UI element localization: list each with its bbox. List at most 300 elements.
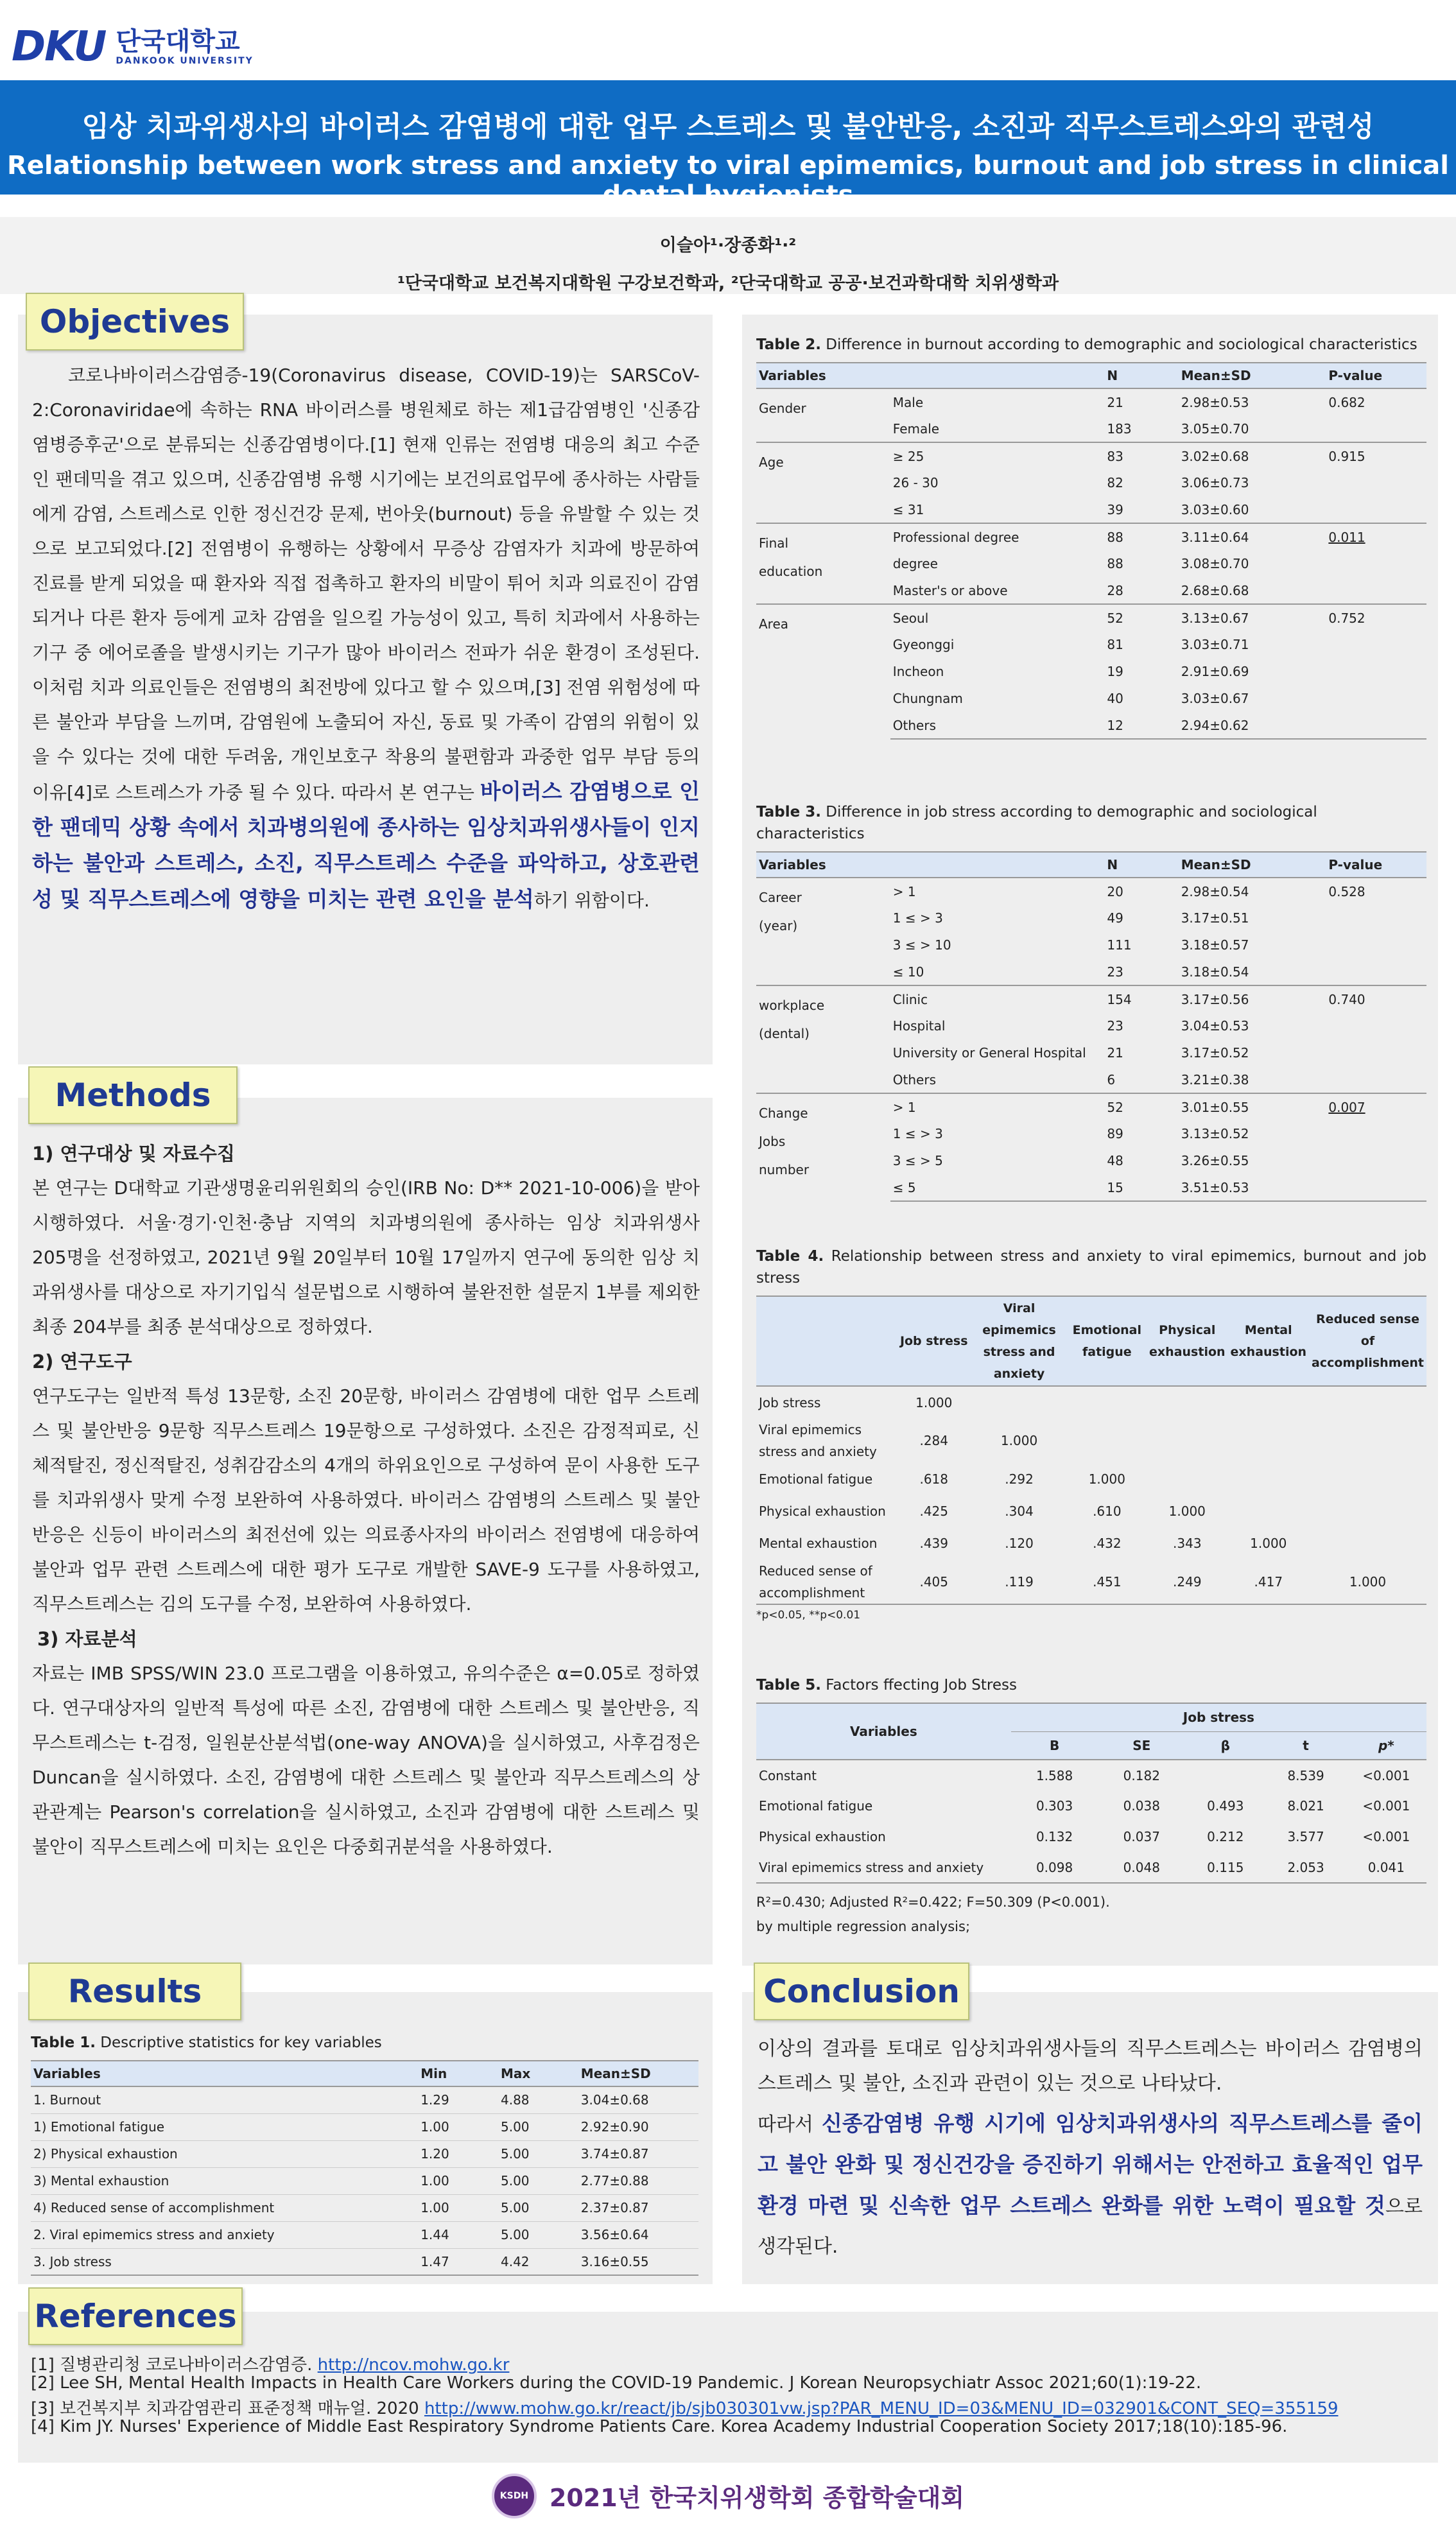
table-cell: 48 <box>1107 1153 1123 1168</box>
table-cell: 28 <box>1107 582 1123 598</box>
table-cell: Others <box>890 712 1098 739</box>
table4-note: *p<0.05, **p<0.01 <box>756 1609 861 1622</box>
t2-header: P-value <box>1326 363 1426 388</box>
table-cell <box>1228 1463 1310 1495</box>
table-cell <box>1147 1463 1228 1495</box>
table-cell: 3.13±0.52 <box>1181 1126 1249 1141</box>
table-cell: 3.21±0.38 <box>1181 1071 1249 1088</box>
table-cell: 88 <box>1107 556 1123 571</box>
table-cell: Reduced sense of accomplishment <box>756 1559 897 1604</box>
table2-caption: Difference in burnout according to demographic and sociological characteristics <box>826 336 1417 353</box>
table-cell <box>1326 415 1426 442</box>
table4-header: Viral epimemics stress and anxiety <box>971 1296 1067 1386</box>
table-cell: 1.000 <box>1309 1559 1426 1604</box>
title-kr: 임상 치과위생사의 바이러스 감염병에 대한 업무 스트레스 및 불안반응, 소진과 직무스트레스와의 관련성 <box>82 110 1374 143</box>
table-cell: 2.98±0.53 <box>1179 388 1326 415</box>
table-cell: Male <box>890 388 1098 415</box>
table-cell: 0.041 <box>1346 1852 1426 1883</box>
table-row <box>756 1760 1426 1790</box>
table-cell: <0.001 <box>1362 1829 1410 1844</box>
table-cell <box>1326 1039 1426 1066</box>
table-cell: .439 <box>919 1536 948 1551</box>
reference-4: [4] Kim JY. Nurses' Experience of Middle East Respiratory Syndrome Patients Care. Korea Academy Industrial Cooperation Society 2017;18(10):185-96. <box>31 2417 1288 2436</box>
group-label-line: Area <box>759 616 789 632</box>
society-emblem: KSDH <box>492 2474 537 2518</box>
table-cell: 3.17±0.56 <box>1179 985 1326 1012</box>
table-cell: 89 <box>1107 1126 1123 1141</box>
table-cell: 1.000 <box>897 1386 971 1418</box>
table-cell: Emotional fatigue <box>759 1471 873 1487</box>
objectives-text <box>32 358 700 918</box>
objectives-body: 코로나바이러스감염증-19(Coronavirus disease, COVID-19)는 SARSCoV-2:Coronaviridae에 속하는 RNA 바이러스를 병원체로 하는 제1급감염병인 '신종감염병증후군'으로 분류되는 신종감염병이다.[1] 현재 인류는 전염병 대응의 최고 수준인 팬데믹을 겪고 있으며, 신종감염병 유행 시기에는 보건의료업무에 종사하는 사람들에게 감염, 스트레스로 인한 정신건강 문제, 번아웃(burnout) 등을 유발할 수 있는 것으로 보고되었다.[2] 전염병이 유행하는 상황에서 무증상 감염자가 치과에 방문하여 진료를 받게 되었을 때 환자와 직접 접촉하고 환자의 비말이 튀어 치과 의료진이 감염되거나 다른 환자 등에게 교차 감염을 일으킬 가능성이 있고, 특히 치과에서 사용하는 기구 중 에어로졸을 발생시키는 기구가 많아 바이러스 전파가 쉬운 환경이 조성된다. 이처럼 치과 의료인들은 전염병의 최전방에 있다고 할 수 있으며,[3] 전염 위험성에 따른 불안과 부담을 느끼며, 감염원에 노출되어 자신, 동료 및 가족이 감염의 위험이 있을 수 있다는 것에 대한 두려움, 개인보호구 착용의 불편함과 과중한 업무 부담 등의 이유[4]로 스트레스가 가중 될 수 있다. 따라서 본 연구는 <box>32 365 700 803</box>
table-cell: 3.01±0.55 <box>1179 1093 1326 1120</box>
table1-header: Mean±SD <box>578 2061 698 2086</box>
table1-header: Max <box>498 2061 578 2086</box>
tables-panel <box>742 315 1438 1966</box>
table-cell: 154 <box>1098 985 1178 1012</box>
table-cell: 23 <box>1107 964 1123 980</box>
table-cell: 3.17±0.52 <box>1181 1045 1249 1061</box>
group-label-line: (dental) <box>759 1026 810 1041</box>
table5-header: Job stress <box>1011 1703 1426 1731</box>
footer-title: 2021년 한국치위생학회 종합학술대회 <box>549 2484 965 2512</box>
table-cell: Job stress <box>756 1386 897 1418</box>
table5-header: β <box>1220 1737 1230 1753</box>
table-cell: 0.182 <box>1098 1760 1185 1790</box>
table-cell: 1.00 <box>418 2167 498 2194</box>
table-cell: Clinic <box>890 985 1098 1012</box>
table-cell: 2. Viral epimemics stress and anxiety <box>31 2221 418 2248</box>
table-cell: 1.000 <box>1088 1471 1125 1487</box>
title-en: Relationship between work stress and anxiety to viral epimemics, burnout and job stress in clinical dental hygienists <box>7 151 1449 210</box>
logo-en: DANKOOK UNIVERSITY <box>116 56 254 66</box>
group-label <box>756 985 890 1093</box>
table-cell: Physical exhaustion <box>759 1829 886 1844</box>
table-cell <box>1068 1386 1147 1418</box>
table-cell: .249 <box>1147 1559 1228 1604</box>
table-cell: .618 <box>919 1471 948 1487</box>
author-affiliations: ¹단국대학교 보건복지대학원 구강보건학과, ²단국대학교 공공·보건과학대학 치위생학과 <box>397 273 1059 293</box>
table-cell <box>1326 496 1426 523</box>
table-cell: 21 <box>1098 388 1178 415</box>
table-cell: 1.00 <box>418 2194 498 2221</box>
table-row <box>31 2221 698 2248</box>
group-label-line: Jobs <box>759 1134 786 1149</box>
author-names: 이슬아¹·장종화¹·² <box>659 236 797 256</box>
table-cell: 3.13±0.67 <box>1179 604 1326 631</box>
table-row <box>31 2086 698 2113</box>
table5-header: p* <box>1378 1737 1394 1753</box>
table-cell: 0.682 <box>1326 388 1426 415</box>
table-cell <box>1326 712 1426 739</box>
table-cell: 0.493 <box>1207 1798 1244 1814</box>
conclusion-highlight: 신종감염병 유행 시기에 임상치과위생사의 직무스트레스를 줄이고 불안 완화 및 정신건강을 증진하기 위해서는 안전하고 효율적인 업무 환경 마련 및 신속한 업무 스트레스 완화를 위한 노력이 필요할 것 <box>758 2111 1423 2218</box>
reference-1: [1] 질병관리청 코로나바이러스감염증. http://ncov.mohw.go.kr <box>31 2355 510 2375</box>
table-cell: 0.752 <box>1326 604 1426 631</box>
t2-header <box>890 363 1098 388</box>
table-cell: Chungnam <box>892 691 963 706</box>
table-cell: 1.000 <box>1168 1504 1206 1519</box>
table1 <box>31 2032 698 2276</box>
table-cell <box>1309 1495 1426 1527</box>
table-cell: 0.132 <box>1036 1829 1073 1844</box>
table-cell: 0.037 <box>1123 1829 1160 1844</box>
table-row <box>756 523 1426 550</box>
table-cell <box>1147 1386 1228 1418</box>
table-cell: <0.001 <box>1362 1798 1410 1814</box>
table1-label: Table 1. <box>31 2034 96 2051</box>
table-cell <box>1309 1418 1426 1463</box>
table-cell: 3.11±0.64 <box>1179 523 1326 550</box>
table-cell: Mental exhaustion <box>759 1536 878 1551</box>
table-row <box>756 1852 1426 1883</box>
table-row <box>31 2194 698 2221</box>
t3-header: Mean±SD <box>1179 852 1326 878</box>
table-cell: 3.56±0.64 <box>578 2221 698 2248</box>
table-cell: 2.053 <box>1265 1852 1346 1883</box>
group-label <box>756 1093 890 1201</box>
table-cell: Gyeonggi <box>892 637 955 652</box>
table-cell <box>1228 1418 1310 1463</box>
table-cell: 0.115 <box>1185 1852 1265 1883</box>
methods-sec2: 2) 연구도구 <box>32 1351 132 1373</box>
table5-header: Variables <box>756 1703 1011 1760</box>
table3-grid <box>756 851 1426 1202</box>
table-cell: 3.18±0.57 <box>1181 937 1249 953</box>
table-cell: 81 <box>1107 637 1123 652</box>
table-cell: degree <box>892 556 938 571</box>
table4-header: Reduced sense of accomplishment <box>1309 1296 1426 1386</box>
table5-caption: Factors ffecting Job Stress <box>826 1677 1017 1694</box>
group-label-line: workplace <box>759 998 825 1013</box>
table-row <box>756 1527 1426 1559</box>
table-cell: 83 <box>1098 442 1178 469</box>
table-cell: 3 ≤ > 5 <box>892 1153 943 1168</box>
table5 <box>756 1674 1426 1939</box>
table-cell: ≤ 31 <box>892 501 924 517</box>
table-cell: 5.00 <box>498 2113 578 2140</box>
group-label-line: (year) <box>759 918 798 933</box>
table-cell: 0.007 <box>1326 1093 1426 1120</box>
table-cell: > 1 <box>890 878 1098 905</box>
table-cell: > 1 <box>890 1093 1098 1120</box>
table-cell: 1.588 <box>1011 1760 1098 1790</box>
table3-caption: Difference in job stress according to demographic and sociological characteristics <box>756 804 1317 842</box>
table-cell: 2.77±0.88 <box>578 2167 698 2194</box>
table2 <box>756 334 1426 740</box>
methods-heading: Methods <box>28 1066 238 1124</box>
table-cell: .425 <box>919 1504 948 1519</box>
table-cell: 0.048 <box>1098 1852 1185 1883</box>
table1-header: Variables <box>31 2061 418 2086</box>
table-cell: 3. Job stress <box>31 2248 418 2275</box>
table-cell <box>1309 1463 1426 1495</box>
table-cell <box>1326 1066 1426 1093</box>
reference-1-link[interactable]: http://ncov.mohw.go.kr <box>317 2355 510 2375</box>
table-row <box>756 1463 1426 1495</box>
table-cell: 1.47 <box>418 2248 498 2275</box>
methods-p3: 자료는 IMB SPSS/WIN 23.0 프로그램을 이용하였고, 유의수준은 α=0.05로 정하였다. 연구대상자의 일반적 특성에 따른 소진, 감염병에 대한 스트레스 및 불안반응, 직무스트레스는 t-검정, 일원분산분석법(one-way ANOVA)을 실시하였고, 사후검정은 Duncan을 실시하였다. 소진, 감염병에 대한 스트레스 및 불안과 직무스트레스의 상관관계는 Pearson's correlation을 실시하였고, 소진과 감염병에 대한 스트레스 및 불안이 직무스트레스에 미치는 요인은 다중회귀분석을 사용하였다. <box>32 1663 700 1857</box>
table-cell: 3.577 <box>1287 1829 1324 1844</box>
table-cell: 2.94±0.62 <box>1179 712 1326 739</box>
table5-label: Table 5. <box>756 1677 821 1694</box>
table-cell <box>1326 1012 1426 1039</box>
group-label <box>756 442 890 523</box>
table-cell: 2.68±0.68 <box>1181 582 1249 598</box>
table-cell: 39 <box>1107 501 1123 517</box>
table-cell: 1) Emotional fatigue <box>31 2113 418 2140</box>
group-label-line: education <box>759 564 823 579</box>
table5-header: t <box>1303 1737 1309 1753</box>
table-cell <box>1147 1418 1228 1463</box>
table-cell: .417 <box>1228 1559 1310 1604</box>
group-label <box>756 878 890 985</box>
table-cell: .451 <box>1068 1559 1147 1604</box>
t3-header: Variables <box>756 852 890 878</box>
references-heading: References <box>28 2287 243 2345</box>
table-row <box>756 1790 1426 1821</box>
table-cell: 3.74±0.87 <box>578 2140 698 2167</box>
table-cell: 1.44 <box>418 2221 498 2248</box>
t2-header: Variables <box>756 363 890 388</box>
table4-header: Mental exhaustion <box>1228 1296 1310 1386</box>
logo-kr: 단국대학교 <box>116 27 240 56</box>
table2-label: Table 2. <box>756 336 821 353</box>
table-row <box>756 1559 1426 1604</box>
table-cell: .119 <box>971 1559 1067 1604</box>
conclusion-panel <box>742 1992 1438 2284</box>
table-cell: 111 <box>1107 937 1132 953</box>
table-row <box>756 1093 1426 1120</box>
table-cell: Others <box>892 1071 937 1088</box>
group-label <box>756 604 890 739</box>
table-cell: ≤ 5 <box>890 1174 1098 1201</box>
table-cell: Incheon <box>892 664 944 679</box>
table4-header: Emotional fatigue <box>1068 1296 1147 1386</box>
table-cell: 5.00 <box>498 2194 578 2221</box>
table-row <box>756 985 1426 1012</box>
table-cell: 40 <box>1107 691 1123 706</box>
table-row <box>756 1418 1426 1463</box>
table-cell: 3.04±0.53 <box>1181 1018 1249 1034</box>
reference-3: [3] 보건복지부 치과감염관리 표준정책 매뉴얼. 2020 http://www.mohw.go.kr/react/jb/sjb030301vw.jsp?PAR_MENU_ID=03&MENU_ID=032901&CONT_SEQ=355159 <box>31 2399 1339 2418</box>
table-cell: 4.42 <box>498 2248 578 2275</box>
table-cell: 0.915 <box>1326 442 1426 469</box>
table-row <box>756 1821 1426 1852</box>
table-cell: 3.08±0.70 <box>1181 556 1249 571</box>
table-cell: 12 <box>1098 712 1178 739</box>
table-cell: 0.098 <box>1011 1852 1098 1883</box>
methods-panel <box>18 1098 713 1964</box>
university-logo <box>12 18 254 76</box>
table-cell: 21 <box>1107 1045 1123 1061</box>
objectives-panel <box>18 315 713 1064</box>
table-cell: 4.88 <box>498 2086 578 2113</box>
table-cell: 0.303 <box>1036 1798 1073 1814</box>
table-cell: 3.26±0.55 <box>1181 1153 1249 1168</box>
objectives-heading: Objectives <box>26 293 244 351</box>
table-cell: 1 ≤ > 3 <box>892 910 943 926</box>
table-cell: 3.51±0.53 <box>1179 1174 1326 1201</box>
table-cell <box>1326 905 1426 932</box>
table-cell: 20 <box>1098 878 1178 905</box>
table-cell <box>1185 1760 1265 1790</box>
group-label-line: number <box>759 1162 810 1177</box>
table-cell: 0.011 <box>1326 523 1426 550</box>
table-cell: .120 <box>1005 1536 1034 1551</box>
table-cell: 52 <box>1098 604 1178 631</box>
table-cell: Hospital <box>892 1018 946 1034</box>
table-cell: 2.37±0.87 <box>578 2194 698 2221</box>
methods-p1: 본 연구는 D대학교 기관생명윤리위원회의 승인(IRB No: D** 2021-10-006)을 받아 시행하였다. 서울·경기·인천·충남 지역의 치과병의원에 종사하는 임상 치과위생사 205명을 선정하였고, 2021년 9월 20일부터 10월 17일까지 연구에 동의한 임상 치과위생사를 대상으로 자기기입식 설문법으로 시행하여 불완전한 설문지 1부를 제외한 최종 204부를 최종 분석대상으로 정하였다. <box>32 1177 700 1337</box>
table-cell: .610 <box>1093 1504 1122 1519</box>
t3-header: P-value <box>1326 852 1426 878</box>
table-cell: .405 <box>897 1559 971 1604</box>
methods-sec1: 1) 연구대상 및 자료수집 <box>32 1143 235 1165</box>
table4-header: Physical exhaustion <box>1147 1296 1228 1386</box>
table-cell: .284 <box>919 1433 948 1448</box>
table-cell: 3.03±0.71 <box>1181 637 1249 652</box>
table-cell: .292 <box>1005 1471 1034 1487</box>
table-cell <box>1326 1120 1426 1147</box>
table-row <box>756 604 1426 631</box>
table-cell: 3.05±0.70 <box>1181 420 1249 437</box>
title-banner <box>0 80 1456 210</box>
table-cell: 88 <box>1098 523 1178 550</box>
logo-mark: DKU <box>12 23 106 71</box>
group-label <box>756 388 890 442</box>
table-cell: 3.16±0.55 <box>578 2248 698 2275</box>
table-cell: Emotional fatigue <box>759 1798 873 1814</box>
table-cell: 5.00 <box>498 2167 578 2194</box>
results-heading: Results <box>28 1963 241 2020</box>
table1-header: Min <box>418 2061 498 2086</box>
table-cell: 3.03±0.60 <box>1181 501 1249 517</box>
table-cell: 3.06±0.73 <box>1181 475 1249 490</box>
table-cell: 4) Reduced sense of accomplishment <box>31 2194 418 2221</box>
table3-label: Table 3. <box>756 804 821 820</box>
table-cell: 6 <box>1107 1071 1116 1088</box>
table-cell: 0.528 <box>1326 878 1426 905</box>
table-cell: Seoul <box>890 604 1098 631</box>
table-cell: 49 <box>1107 910 1123 926</box>
table-cell: 1. Burnout <box>31 2086 418 2113</box>
table-cell: Viral epimemics stress and anxiety <box>759 1422 877 1459</box>
table-cell <box>1228 1386 1310 1418</box>
table1-grid <box>31 2060 698 2276</box>
table5-note1: R²=0.430; Adjusted R²=0.422; F=50.309 (P<0.001). <box>756 1894 1110 1910</box>
table5-grid <box>756 1703 1426 1884</box>
table-row <box>31 2113 698 2140</box>
group-label-line: Final <box>759 535 789 551</box>
table-cell: .432 <box>1093 1536 1122 1551</box>
group-label-line: Career <box>759 890 802 905</box>
table-cell: 15 <box>1098 1174 1178 1201</box>
table-cell: 8.021 <box>1287 1798 1324 1814</box>
t2-header: Mean±SD <box>1179 363 1326 388</box>
group-label-line: Age <box>759 455 784 470</box>
table-cell: 1.29 <box>418 2086 498 2113</box>
table-cell: 3.03±0.67 <box>1181 691 1249 706</box>
t2-header: N <box>1098 363 1178 388</box>
table-cell: ≤ 10 <box>892 964 924 980</box>
table-cell <box>971 1386 1067 1418</box>
table-cell: Constant <box>756 1760 1011 1790</box>
table-cell <box>1326 1174 1426 1201</box>
methods-text <box>32 1136 700 1864</box>
conclusion-lead: 따라서 <box>758 2113 813 2136</box>
table-cell: 183 <box>1107 420 1132 437</box>
table-cell: Physical exhaustion <box>759 1504 886 1519</box>
table-row <box>756 1495 1426 1527</box>
reference-3-link[interactable]: http://www.mohw.go.kr/react/jb/sjb030301vw.jsp?PAR_MENU_ID=03&MENU_ID=032901&CONT_SEQ=355159 <box>424 2399 1339 2418</box>
table-cell: 23 <box>1107 1018 1123 1034</box>
table-cell: Professional degree <box>890 523 1098 550</box>
table-cell <box>1326 932 1426 958</box>
table4-header <box>756 1296 897 1386</box>
table4-grid <box>756 1296 1426 1605</box>
table-cell: 5.00 <box>498 2140 578 2167</box>
table-cell: <0.001 <box>1346 1760 1426 1790</box>
table-cell: 82 <box>1107 475 1123 490</box>
table5-note2: by multiple regression analysis; <box>756 1919 971 1934</box>
conclusion-heading: Conclusion <box>754 1963 969 2020</box>
table-cell: 19 <box>1107 664 1123 679</box>
table-cell: .343 <box>1173 1536 1202 1551</box>
table-cell <box>1228 1495 1310 1527</box>
table-row <box>756 1386 1426 1418</box>
table-cell: 1.000 <box>1000 1433 1038 1448</box>
t3-header <box>890 852 1098 878</box>
table-cell <box>1326 658 1426 685</box>
group-label-line: Change <box>759 1105 808 1121</box>
table-cell <box>1326 550 1426 577</box>
table-cell: .304 <box>1005 1504 1034 1519</box>
conclusion-text <box>758 2032 1423 2267</box>
objectives-highlight: 바이러스 감염병으로 인한 팬데믹 상황 속에서 치과병의원에 종사하는 임상치과위생사들이 인지하는 불안과 스트레스, 소진, 직무스트레스 수준을 파악하고, 상호관련성 및 직무스트레스에 영향을 미치는 관련 요인을 분석 <box>32 779 700 912</box>
table-cell: 1 ≤ > 3 <box>892 1126 943 1141</box>
table-cell: 3) Mental exhaustion <box>31 2167 418 2194</box>
table-row <box>31 2248 698 2275</box>
table-cell: 3.18±0.54 <box>1181 964 1249 980</box>
table3 <box>756 801 1426 1202</box>
table-row <box>31 2167 698 2194</box>
table4-label: Table 4. <box>756 1248 824 1265</box>
table-cell: 0.212 <box>1207 1829 1244 1844</box>
table-cell: 3.17±0.51 <box>1181 910 1249 926</box>
objectives-tail: 하기 위함이다. <box>533 890 650 911</box>
table-cell <box>1309 1386 1426 1418</box>
table4 <box>756 1245 1426 1622</box>
table5-header: B <box>1049 1737 1060 1753</box>
table-row <box>756 442 1426 469</box>
table-cell: Female <box>892 420 940 437</box>
table-row <box>31 2140 698 2167</box>
t3-header: N <box>1098 852 1178 878</box>
table-cell <box>1326 577 1426 604</box>
table-cell: 26 - 30 <box>892 475 939 490</box>
conclusion-tail: 으로 생각된다. <box>758 2196 1423 2258</box>
table-cell <box>1326 958 1426 985</box>
table-cell <box>1326 1147 1426 1174</box>
table-cell: 3.04±0.68 <box>578 2086 698 2113</box>
table-row <box>756 388 1426 415</box>
methods-p2: 연구도구는 일반적 특성 13문항, 소진 20문항, 바이러스 감염병에 대한 업무 스트레스 및 불안반응 9문항 직무스트레스 19문항으로 구성하였다. 소진은 감정적피로, 신체적탈진, 정신적탈진, 성취감감소의 4개의 하위요인으로 구성하여 문이 사용한 도구를 치과위생사 맞게 수정 보완하여 사용하였다. 바이러스 감염병의 스트레스 및 불안반응은 신등이 바이러스의 최전선에 있는 의료종사자의 바이러스 전염병에 대응하여 불안과 업무 관련 스트레스에 대한 평가 도구로 개발한 SAVE-9 도구를 사용하였고, 직무스트레스는 김의 도구를 수정, 보완하여 사용하였다. <box>32 1385 700 1615</box>
table-cell: 8.539 <box>1265 1760 1346 1790</box>
table-cell: 3.02±0.68 <box>1179 442 1326 469</box>
table-cell: ≥ 25 <box>890 442 1098 469</box>
table-cell: 2.92±0.90 <box>578 2113 698 2140</box>
